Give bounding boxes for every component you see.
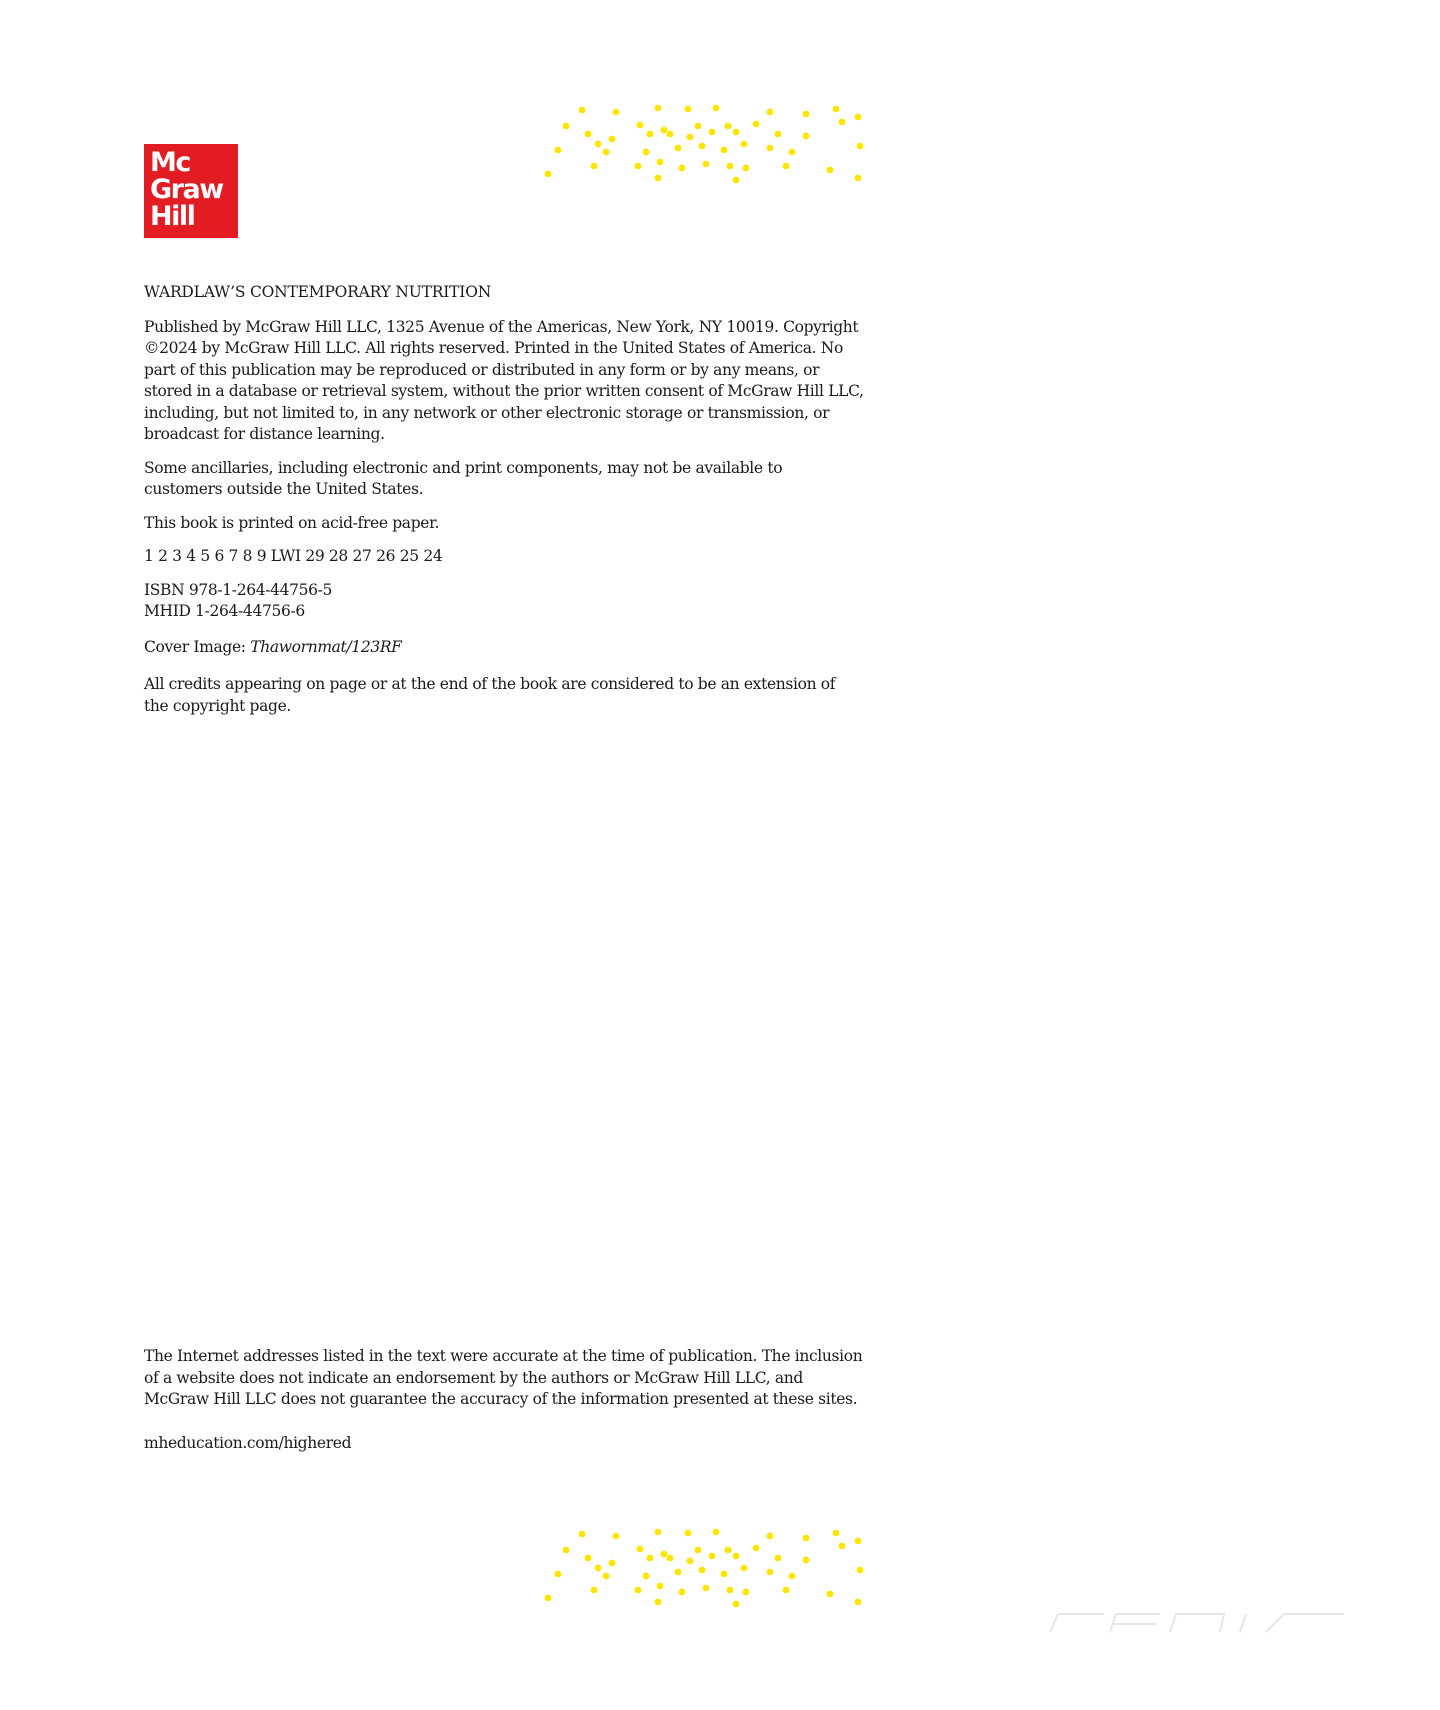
decorative-dot bbox=[725, 123, 732, 130]
decorative-dot bbox=[685, 1530, 692, 1537]
decorative-dot bbox=[687, 1558, 694, 1565]
decorative-dot bbox=[855, 175, 862, 182]
decorative-dot bbox=[767, 145, 774, 152]
decorative-dot bbox=[753, 1545, 760, 1552]
decorative-dots-bottom bbox=[540, 1528, 900, 1608]
decorative-dot bbox=[767, 1533, 774, 1540]
decorative-dot bbox=[733, 1601, 740, 1608]
decorative-dot bbox=[563, 123, 570, 130]
decorative-dot bbox=[703, 1585, 710, 1592]
decorative-dot bbox=[699, 143, 706, 150]
internet-notice: The Internet addresses listed in the text were accurate at the time of publication. The inclusion of a website does not indicate an endorsement by the authors or McGraw Hill LLC, and McGraw Hill LLC does not guarantee the accuracy of the information presented at these sites. bbox=[144, 1347, 863, 1408]
decorative-dot bbox=[855, 114, 862, 121]
decorative-dot bbox=[733, 129, 740, 136]
decorative-dot bbox=[733, 1553, 740, 1560]
decorative-dot bbox=[827, 1591, 834, 1598]
decorative-dot bbox=[709, 1553, 716, 1560]
isbn: ISBN 978-1-264-44756-5 bbox=[144, 580, 333, 599]
decorative-dot bbox=[675, 1569, 682, 1576]
decorative-dot bbox=[655, 175, 662, 182]
decorative-dot bbox=[743, 165, 750, 172]
decorative-dot bbox=[855, 1599, 862, 1606]
decorative-dot bbox=[857, 1567, 864, 1574]
decorative-dot bbox=[827, 167, 834, 174]
decorative-dot bbox=[855, 1538, 862, 1545]
decorative-dot bbox=[713, 1529, 720, 1536]
decorative-dot bbox=[721, 147, 728, 154]
decorative-dot bbox=[741, 1565, 748, 1572]
decorative-dot bbox=[699, 1567, 706, 1574]
isbn-block bbox=[144, 580, 864, 623]
decorative-dot bbox=[609, 136, 616, 143]
decorative-dot bbox=[661, 127, 668, 134]
decorative-dot bbox=[647, 131, 654, 138]
decorative-dot bbox=[591, 163, 598, 170]
copyright-footer bbox=[144, 1346, 864, 1476]
decorative-dot bbox=[789, 1573, 796, 1580]
decorative-dot bbox=[775, 1555, 782, 1562]
decorative-dot bbox=[775, 131, 782, 138]
decorative-dot bbox=[709, 129, 716, 136]
website-link[interactable]: mheducation.com/highered bbox=[144, 1433, 352, 1452]
decorative-dot bbox=[695, 1547, 702, 1554]
credits-notice: All credits appearing on page or at the end of the book are considered to be an extension of the copyright page. bbox=[144, 675, 836, 715]
decorative-dot bbox=[741, 141, 748, 148]
faint-watermark bbox=[1044, 1610, 1364, 1636]
decorative-dot bbox=[643, 149, 650, 156]
decorative-dot bbox=[555, 147, 562, 154]
cover-label: Cover Image: bbox=[144, 637, 251, 656]
mcgraw-hill-logo bbox=[144, 144, 238, 238]
decorative-dot bbox=[713, 105, 720, 112]
decorative-dot bbox=[657, 159, 664, 166]
decorative-dot bbox=[603, 1573, 610, 1580]
decorative-dot bbox=[789, 149, 796, 156]
ancillaries-notice: Some ancillaries, including electronic and print components, may not be available to customers outside the United States. bbox=[144, 458, 783, 498]
decorative-dot bbox=[595, 141, 602, 148]
decorative-dot bbox=[695, 123, 702, 130]
decorative-dot bbox=[667, 131, 674, 138]
decorative-dot bbox=[839, 119, 846, 126]
decorative-dot bbox=[803, 1557, 810, 1564]
decorative-dot bbox=[655, 1599, 662, 1606]
decorative-dot bbox=[721, 1571, 728, 1578]
decorative-dot bbox=[657, 1583, 664, 1590]
decorative-dot bbox=[609, 1560, 616, 1567]
decorative-dot bbox=[857, 143, 864, 150]
decorative-dot bbox=[833, 106, 840, 113]
logo-line-1: Mc bbox=[150, 147, 190, 178]
decorative-dot bbox=[637, 1546, 644, 1553]
cover-image-credit bbox=[144, 637, 864, 659]
copyright-body bbox=[144, 282, 864, 729]
decorative-dot bbox=[743, 1589, 750, 1596]
decorative-dot bbox=[643, 1573, 650, 1580]
decorative-dot bbox=[579, 1531, 586, 1538]
decorative-dot bbox=[803, 111, 810, 118]
decorative-dot bbox=[603, 149, 610, 156]
decorative-dot bbox=[585, 131, 592, 138]
decorative-dot bbox=[803, 1535, 810, 1542]
decorative-dot bbox=[685, 106, 692, 113]
decorative-dot bbox=[783, 1587, 790, 1594]
decorative-dot bbox=[585, 1555, 592, 1562]
decorative-dot bbox=[767, 109, 774, 116]
decorative-dot bbox=[733, 177, 740, 184]
decorative-dot bbox=[679, 165, 686, 172]
book-title: WARDLAW’S CONTEMPORARY NUTRITION bbox=[144, 283, 492, 301]
decorative-dot bbox=[767, 1569, 774, 1576]
decorative-dot bbox=[563, 1547, 570, 1554]
decorative-dot bbox=[579, 107, 586, 114]
decorative-dot bbox=[727, 1587, 734, 1594]
logo-line-2: Graw bbox=[150, 174, 223, 205]
decorative-dot bbox=[555, 1571, 562, 1578]
decorative-dot bbox=[637, 122, 644, 129]
decorative-dot bbox=[833, 1530, 840, 1537]
publisher-notice: Published by McGraw Hill LLC, 1325 Avenue of the Americas, New York, NY 10019. Copyright ©2024 by McGraw Hill LLC. All rights reserved. Printed in the United States of America. No part of this publication may be reproduced or distributed in any form or by any means, or stored in a database or retrieval system, without the prior written consent of McGraw Hill LLC, including, but not limited to, in any network or other electronic storage or transmission, or broadcast for distance learning. bbox=[144, 317, 864, 443]
decorative-dot bbox=[667, 1555, 674, 1562]
decorative-dot bbox=[545, 171, 552, 178]
decorative-dot bbox=[613, 109, 620, 116]
decorative-dot bbox=[635, 1587, 642, 1594]
decorative-dot bbox=[647, 1555, 654, 1562]
decorative-dot bbox=[655, 1529, 662, 1536]
decorative-dot bbox=[803, 133, 810, 140]
decorative-dot bbox=[655, 105, 662, 112]
paper-notice: This book is printed on acid-free paper. bbox=[144, 513, 440, 532]
decorative-dot bbox=[727, 163, 734, 170]
decorative-dot bbox=[783, 163, 790, 170]
decorative-dot bbox=[613, 1533, 620, 1540]
decorative-dot bbox=[679, 1589, 686, 1596]
decorative-dot bbox=[661, 1551, 668, 1558]
mhid: MHID 1-264-44756-6 bbox=[144, 602, 305, 620]
decorative-dot bbox=[687, 134, 694, 141]
logo-line-3: Hill bbox=[150, 201, 195, 232]
decorative-dot bbox=[675, 145, 682, 152]
printing-line: 1 2 3 4 5 6 7 8 9 LWI 29 28 27 26 25 24 bbox=[144, 547, 443, 565]
decorative-dot bbox=[591, 1587, 598, 1594]
decorative-dot bbox=[703, 161, 710, 168]
decorative-dot bbox=[545, 1595, 552, 1602]
decorative-dot bbox=[635, 163, 642, 170]
decorative-dots-top bbox=[540, 104, 900, 184]
decorative-dot bbox=[753, 121, 760, 128]
decorative-dot bbox=[839, 1543, 846, 1550]
decorative-dot bbox=[595, 1565, 602, 1572]
decorative-dot bbox=[725, 1547, 732, 1554]
cover-credit: Thawornmat/123RF bbox=[250, 637, 402, 656]
